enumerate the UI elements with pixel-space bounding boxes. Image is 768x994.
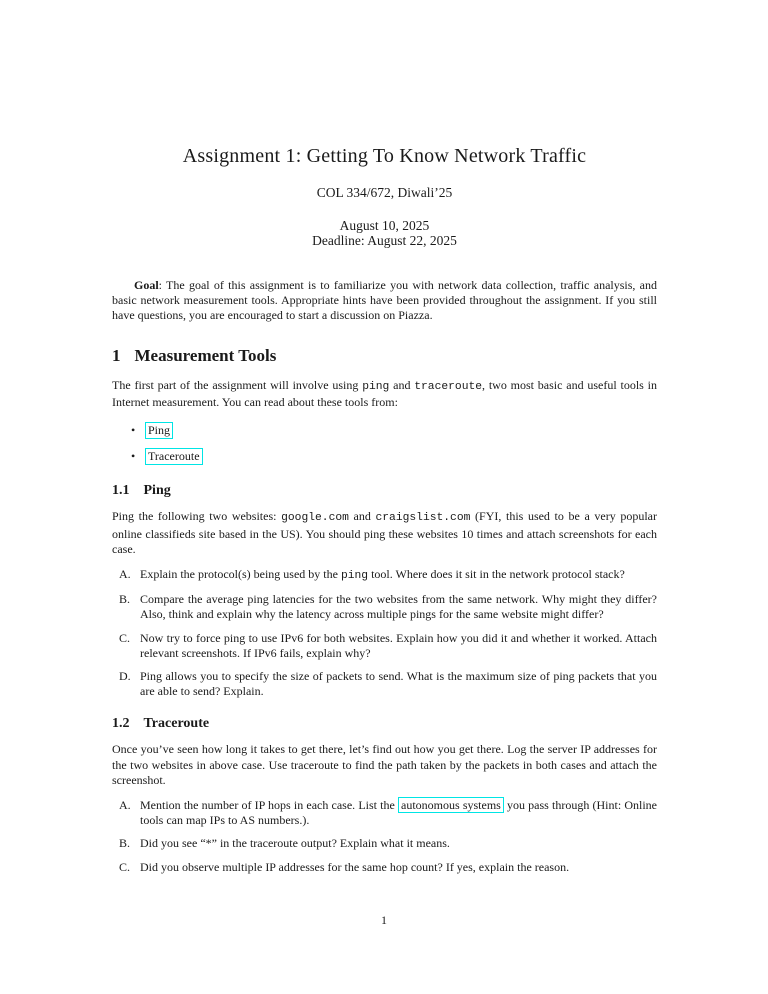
item-label: A. bbox=[119, 567, 131, 582]
traceroute-link[interactable]: Traceroute bbox=[145, 448, 203, 465]
question-item-a bbox=[119, 567, 657, 584]
item-label: B. bbox=[119, 836, 131, 851]
autonomous-systems-link[interactable]: autonomous systems bbox=[398, 797, 504, 813]
goal-paragraph bbox=[112, 278, 657, 324]
section-1-title: Measurement Tools bbox=[134, 345, 277, 365]
intro-text: The first part of the assignment will involve using bbox=[112, 377, 363, 392]
section-1-number: 1 bbox=[112, 345, 121, 365]
intro-text: and bbox=[389, 377, 415, 392]
inline-code-google: google.com bbox=[281, 512, 349, 525]
section-1-1-intro bbox=[112, 509, 657, 557]
intro-text: Ping the following two websites: bbox=[112, 509, 282, 524]
section-1-2-title: Traceroute bbox=[143, 716, 210, 732]
item-text: Mention the number of IP hops in each case. List the autonomous systems you pass through (Hint: Online tools can map IPs to AS numbers.). bbox=[140, 798, 657, 828]
intro-text: and bbox=[348, 509, 376, 524]
section-1-heading bbox=[112, 346, 657, 366]
item-text: Did you observe multiple IP addresses for the same hop count? If yes, explain the reason. bbox=[140, 859, 570, 874]
document-content bbox=[112, 0, 657, 883]
item-label: C. bbox=[119, 630, 131, 645]
item-text: Did you see “*” in the traceroute output? Explain what it means. bbox=[140, 836, 450, 851]
intro-text: , two most basic and useful tools in Internet measurement. You can read about these tools from: bbox=[112, 377, 657, 409]
section-1-1-number: 1.1 bbox=[112, 483, 130, 499]
goal-text: : The goal of this assignment is to familiarize you with network data collection, traffic analysis, and basic network measurement tools. Appropriate hints have been provided throughout the assignment. If you still have questions, you are encouraged to start a discussion on Piazza. bbox=[112, 278, 657, 323]
list-item bbox=[131, 448, 657, 465]
item-text: Compare the average ping latencies for the two websites from the same network. Why might they differ? Also, think and explain why the latency across multiple pings for the same website might differ? bbox=[140, 592, 657, 622]
date-block bbox=[112, 218, 657, 248]
inline-code-ping: ping bbox=[362, 380, 390, 393]
section-1-1-heading bbox=[112, 482, 657, 499]
list-item bbox=[131, 422, 657, 439]
inline-code-traceroute: traceroute bbox=[414, 380, 483, 393]
page-number: 1 bbox=[381, 913, 387, 927]
inline-code-craigslist: craigslist.com bbox=[375, 512, 471, 525]
question-item-c bbox=[119, 631, 657, 661]
deadline-line: Deadline: August 22, 2025 bbox=[312, 233, 457, 248]
item-label: B. bbox=[119, 592, 131, 607]
question-item-b bbox=[119, 592, 657, 622]
tool-links-list bbox=[131, 422, 657, 465]
item-label: D. bbox=[119, 669, 131, 684]
section-1-1-title: Ping bbox=[143, 483, 171, 499]
question-item-a bbox=[119, 798, 657, 828]
question-item-c bbox=[119, 860, 657, 875]
inline-code-ping: ping bbox=[340, 570, 369, 583]
section-1-2-intro: Once you’ve seen how long it takes to get there, let’s find out how you get there. Log the server IP addresses for the two websites in above case. Use traceroute to find the path taken by the packets in both cases and attach the screenshot. bbox=[112, 742, 657, 787]
item-text: Ping allows you to specify the size of packets to send. What is the maximum size of ping packets that you are able to send? Explain. bbox=[140, 669, 657, 699]
item-label: C. bbox=[119, 859, 131, 874]
item-text: Explain the protocol(s) being used by the ping tool. Where does it sit in the network protocol stack? bbox=[140, 567, 625, 583]
bullet-icon: • bbox=[131, 449, 136, 464]
item-label: A. bbox=[119, 798, 131, 813]
page-title: Assignment 1: Getting To Know Network Traffic bbox=[182, 145, 587, 167]
ping-link[interactable]: Ping bbox=[145, 422, 173, 439]
section-1-2-number: 1.2 bbox=[112, 716, 130, 732]
goal-label: Goal bbox=[134, 278, 159, 292]
section-1-intro bbox=[112, 378, 657, 410]
intro-text: (FYI, this used to be a very popular online classifieds site based in the US). You should ping these websites 10 times and attach screenshots for each case. bbox=[112, 509, 658, 556]
course-line: COL 334/672, Diwali’25 bbox=[316, 185, 453, 200]
item-text: Now try to force ping to use IPv6 for both websites. Explain how you did it and whether it worked. Attach relevant screenshots. If IPv6 fails, explain why? bbox=[140, 630, 657, 660]
question-item-d bbox=[119, 669, 657, 699]
date-line: August 10, 2025 bbox=[339, 218, 430, 233]
ping-questions-list bbox=[119, 567, 657, 699]
section-1-2-heading bbox=[112, 715, 657, 732]
question-item-b bbox=[119, 836, 657, 851]
traceroute-questions-list bbox=[119, 798, 657, 875]
bullet-icon: • bbox=[131, 423, 136, 438]
